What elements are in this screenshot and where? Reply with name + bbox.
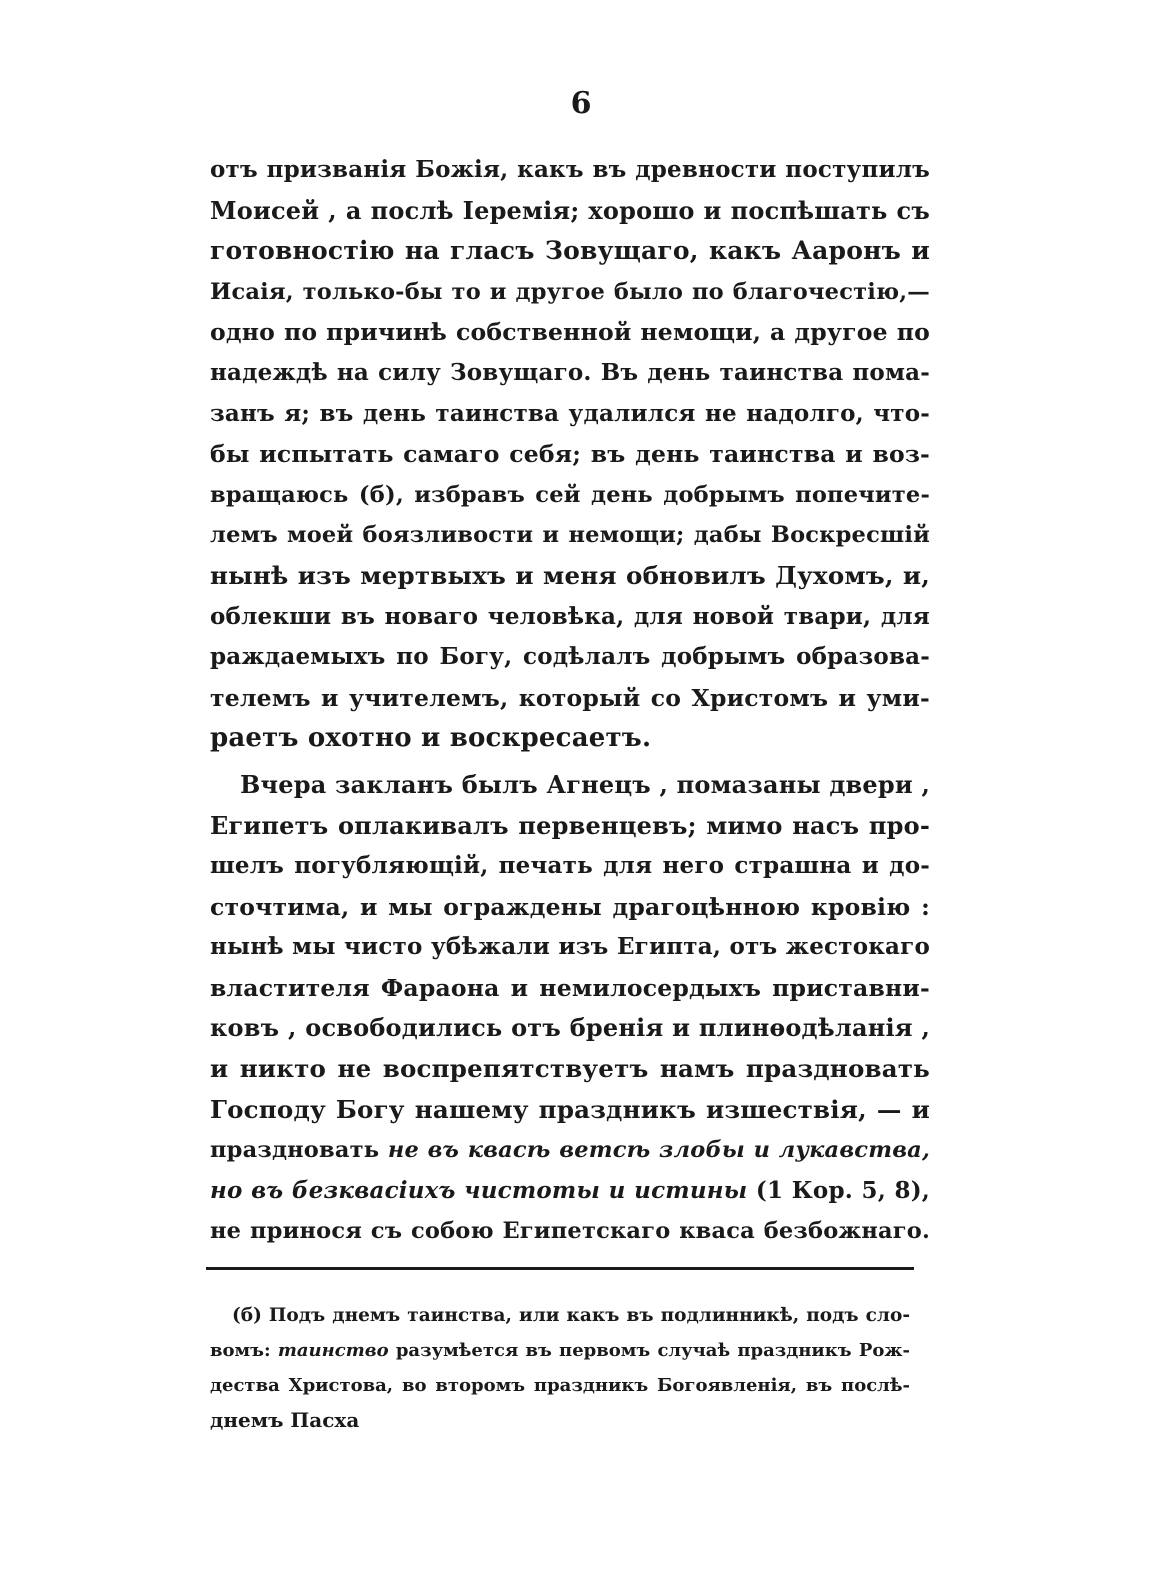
text-line-with-quote [210, 1130, 930, 1171]
text-line: сточтима, и мы ограждены драгоцѣнною кровію : [210, 892, 930, 921]
text-line: не принося съ собою Египетскаго кваса безбожнаго. [210, 1218, 930, 1245]
scripture-quote: не въ квасѣ ветсѣ злобы и лукавства, [387, 1137, 930, 1164]
scripture-reference: (1 Кор. 5, 8), [747, 1176, 931, 1204]
text-line: Египетъ оплакивалъ первенцевъ; мимо насъ про- [210, 810, 930, 840]
text-line: раждаемыхъ по Богу, содѣлалъ добрымъ образова- [210, 643, 930, 671]
footnote-line: дества Христова, во второмъ праздникъ Богоявленія, въ послѣ- [210, 1375, 910, 1396]
text-line: отъ призванія Божія, какъ въ древности поступилъ [210, 156, 930, 183]
text-line: нынѣ мы чисто убѣжали изъ Египта, отъ жестокаго [210, 933, 930, 961]
text-line: надеждѣ на силу Зовущаго. Въ день таинства пома- [210, 358, 930, 386]
paragraph-start-line: Вчера закланъ былъ Агнецъ , помазаны двери , [240, 769, 930, 799]
text-line: лемъ моей боязливости и немощи; дабы Воскресшій [210, 522, 930, 549]
footnote-line [210, 1333, 910, 1368]
text-line: облекши въ новаго человѣка, для новой твари, для [210, 602, 930, 630]
footnote-line: днемъ Пасха [210, 1408, 360, 1432]
footnote-term: таинство [277, 1340, 389, 1361]
text-line: вращаюсь (б), избравъ сей день добрымъ попечите- [210, 481, 930, 508]
text-line: Господу Богу нашему праздникъ изшествія, — и [210, 1094, 930, 1124]
text-line: ковъ , освободились отъ бренія и плинѳодѣланія , [210, 1013, 930, 1043]
scripture-quote: но въ безквасіихъ чистоты и истины [210, 1176, 748, 1204]
text-line: одно по причинѣ собственной немощи, а другое по [210, 318, 930, 347]
footnote-divider [206, 1267, 914, 1270]
text-line: занъ я; въ день таинства удалился не надолго, что- [210, 399, 930, 427]
text-line: шелъ погубляющій, печать для него страшна и до- [210, 852, 930, 880]
text-line: раетъ охотно и воскресаетъ. [210, 723, 652, 754]
text-line: Моисей , а послѣ Іеремія; хорошо и поспѣшать съ [210, 195, 930, 225]
page-number: 6 [570, 86, 593, 121]
text-line: Исаія, только-бы то и другое было по благочестію,— [210, 278, 930, 305]
text-line: и никто не воспрепятствуетъ намъ праздновать [210, 1054, 930, 1084]
main-text [210, 150, 930, 1252]
text-run: вомъ: [210, 1340, 278, 1361]
text-line: нынѣ изъ мертвыхъ и меня обновилъ Духомъ, и, [210, 560, 930, 590]
footnote [210, 1298, 910, 1438]
text-line-with-quote [210, 1171, 930, 1212]
text-line: властителя Фараона и немилосердыхъ приставни- [210, 973, 930, 1002]
text-run: разумѣется въ первомъ случаѣ праздникъ Рож- [388, 1340, 911, 1361]
text-line: телемъ и учителемъ, который со Христомъ и уми- [210, 683, 930, 712]
footnote-line: (б) Подъ днемъ таинства, или какъ въ подлинникѣ, подъ сло- [232, 1305, 910, 1326]
text-run: праздновать [210, 1137, 388, 1164]
text-line: готовностію на гласъ Зовущаго, какъ Ааронъ и [210, 236, 930, 266]
text-line: бы испытать самаго себя; въ день таинства и воз- [210, 440, 930, 469]
